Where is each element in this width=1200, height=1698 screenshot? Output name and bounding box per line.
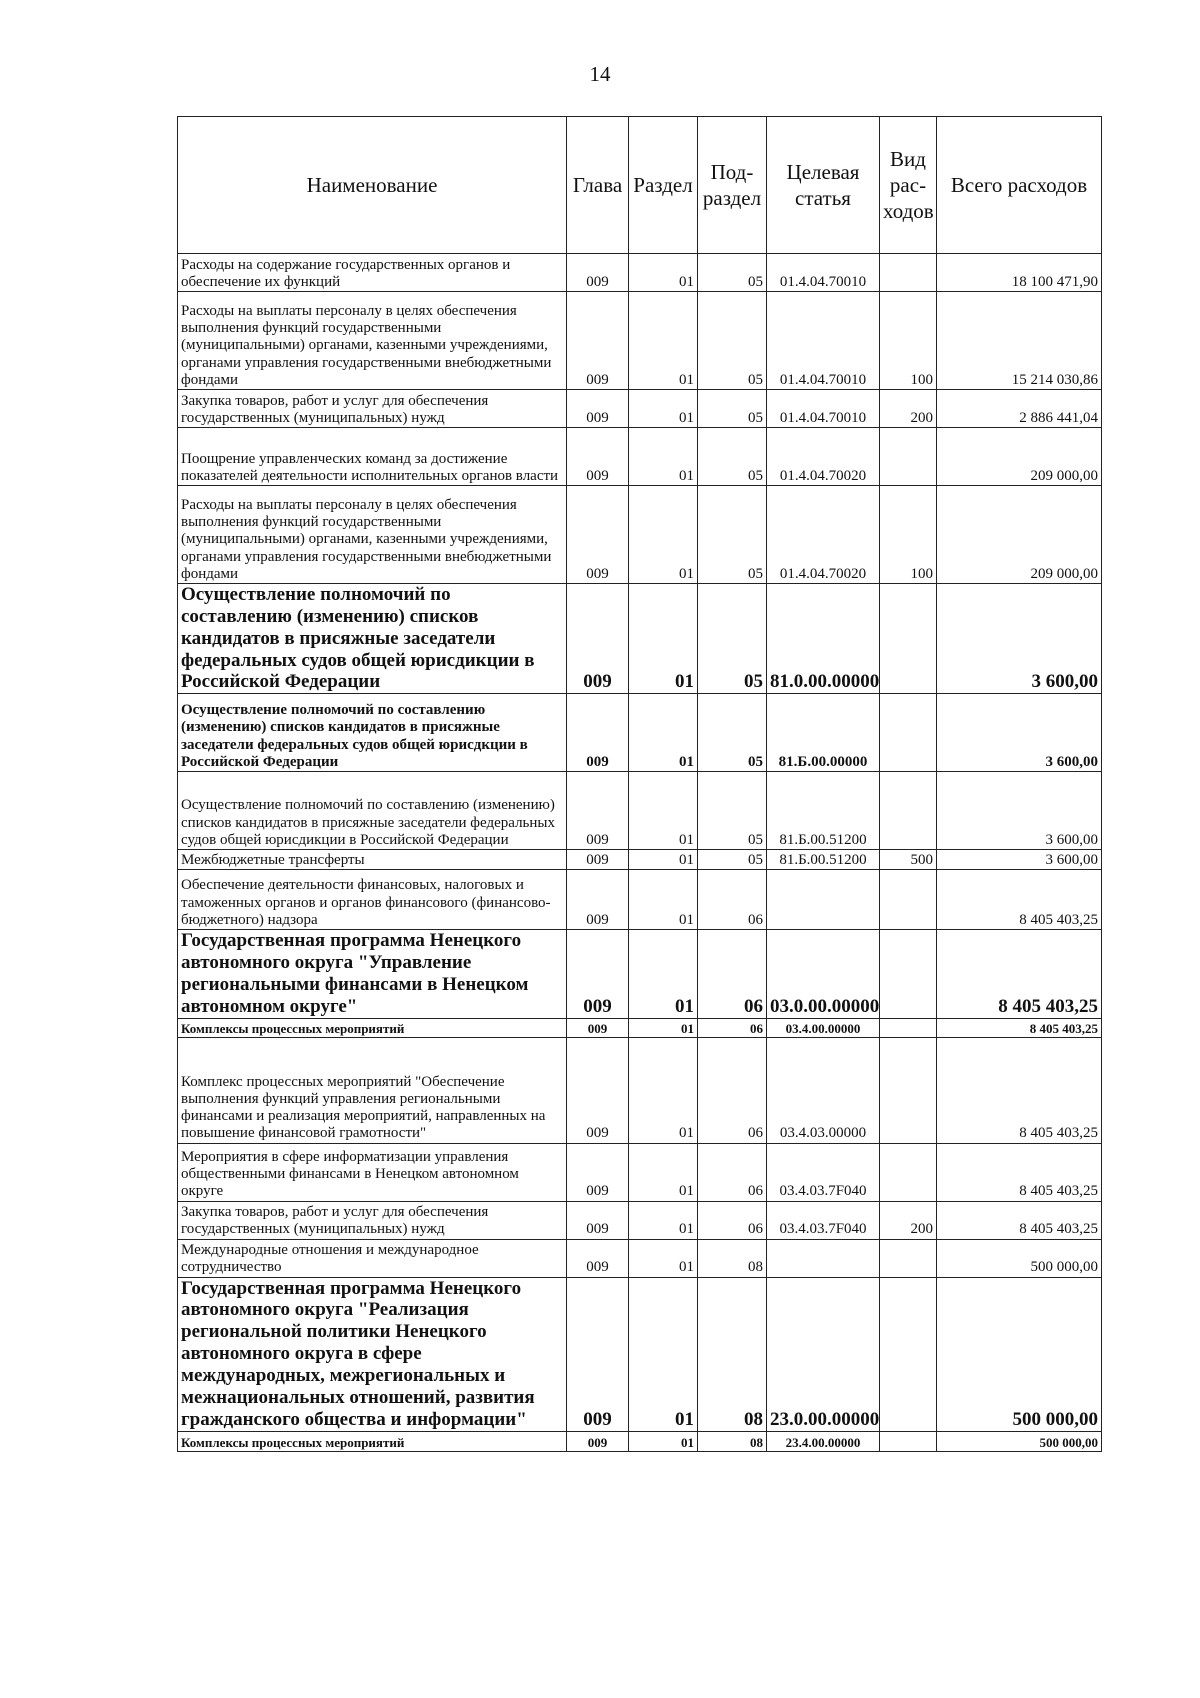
table-row xyxy=(178,930,1102,1018)
row-subsection: 05 xyxy=(698,254,767,292)
row-section: 01 xyxy=(629,254,698,292)
row-type xyxy=(880,1037,937,1143)
row-target: 23.0.00.00000 xyxy=(767,1277,880,1431)
row-type xyxy=(880,1431,937,1451)
row-subsection: 05 xyxy=(698,292,767,390)
row-name: Осуществление полномочий по составлению (изменению) списков кандидатов в присяжные заседатели федеральных судов общей юрисдкции в Российской Федерации xyxy=(178,694,567,772)
row-chapter: 009 xyxy=(567,1239,629,1277)
row-subsection: 05 xyxy=(698,428,767,486)
row-target: 03.0.00.00000 xyxy=(767,930,880,1018)
row-total: 8 405 403,25 xyxy=(937,1201,1102,1239)
table-row xyxy=(178,1143,1102,1201)
row-subsection: 06 xyxy=(698,1018,767,1037)
table-row xyxy=(178,870,1102,930)
row-subsection: 05 xyxy=(698,772,767,850)
row-section: 01 xyxy=(629,1201,698,1239)
row-total: 3 600,00 xyxy=(937,584,1102,694)
row-total: 500 000,00 xyxy=(937,1239,1102,1277)
row-type: 200 xyxy=(880,390,937,428)
row-target: 23.4.00.00000 xyxy=(767,1431,880,1451)
row-type xyxy=(880,930,937,1018)
row-type: 200 xyxy=(880,1201,937,1239)
table-row xyxy=(178,1239,1102,1277)
row-total: 209 000,00 xyxy=(937,428,1102,486)
row-name: Государственная программа Ненецкого автономного округа "Управление региональными финансами в Ненецком автономном округе" xyxy=(178,930,567,1018)
row-total: 8 405 403,25 xyxy=(937,1143,1102,1201)
table-row xyxy=(178,772,1102,850)
row-section: 01 xyxy=(629,1018,698,1037)
row-type xyxy=(880,584,937,694)
row-subsection: 08 xyxy=(698,1239,767,1277)
row-name: Комплексы процессных мероприятий xyxy=(178,1431,567,1451)
row-section: 01 xyxy=(629,584,698,694)
row-subsection: 05 xyxy=(698,390,767,428)
row-target: 01.4.04.70010 xyxy=(767,254,880,292)
row-type xyxy=(880,1143,937,1201)
row-chapter: 009 xyxy=(567,1037,629,1143)
row-chapter: 009 xyxy=(567,1143,629,1201)
row-chapter: 009 xyxy=(567,584,629,694)
row-chapter: 009 xyxy=(567,870,629,930)
table-row xyxy=(178,1431,1102,1451)
row-subsection: 06 xyxy=(698,1201,767,1239)
row-total: 18 100 471,90 xyxy=(937,254,1102,292)
row-total: 3 600,00 xyxy=(937,850,1102,870)
row-total: 8 405 403,25 xyxy=(937,870,1102,930)
row-name: Закупка товаров, работ и услуг для обеспечения государственных (муниципальных) нужд xyxy=(178,1201,567,1239)
header-section: Раздел xyxy=(629,117,698,254)
row-total: 2 886 441,04 xyxy=(937,390,1102,428)
header-row xyxy=(178,117,1102,254)
row-name: Поощрение управленческих команд за достижение показателей деятельности исполнительных органов власти xyxy=(178,428,567,486)
row-type: 500 xyxy=(880,850,937,870)
row-section: 01 xyxy=(629,772,698,850)
budget-table xyxy=(177,116,1102,1452)
row-target: 03.4.00.00000 xyxy=(767,1018,880,1037)
row-name: Осуществление полномочий по составлению (изменению) списков кандидатов в присяжные заседатели федеральных судов общей юрисдикции в Российской Федерации xyxy=(178,584,567,694)
row-name: Обеспечение деятельности финансовых, налоговых и таможенных органов и органов финансового (финансово-бюджетного) надзора xyxy=(178,870,567,930)
header-type: Вид рас- ходов xyxy=(880,117,937,254)
row-name: Государственная программа Ненецкого автономного округа "Реализация региональной политики Ненецкого автономного округа в сфере международных, межрегиональных и межнациональных отношений, развития гражданского общества и информации" xyxy=(178,1277,567,1431)
row-chapter: 009 xyxy=(567,292,629,390)
row-section: 01 xyxy=(629,486,698,584)
row-total: 15 214 030,86 xyxy=(937,292,1102,390)
row-type xyxy=(880,870,937,930)
row-name: Осуществление полномочий по составлению (изменению) списков кандидатов в присяжные заседатели федеральных судов общей юрисдикции в Российской Федерации xyxy=(178,772,567,850)
table-row xyxy=(178,1201,1102,1239)
row-total: 209 000,00 xyxy=(937,486,1102,584)
row-type: 100 xyxy=(880,292,937,390)
row-type xyxy=(880,772,937,850)
row-target: 01.4.04.70020 xyxy=(767,428,880,486)
row-type xyxy=(880,694,937,772)
row-type xyxy=(880,254,937,292)
row-target xyxy=(767,1239,880,1277)
table-row xyxy=(178,390,1102,428)
row-chapter: 009 xyxy=(567,390,629,428)
row-name: Комплексы процессных мероприятий xyxy=(178,1018,567,1037)
row-target: 01.4.04.70010 xyxy=(767,390,880,428)
row-chapter: 009 xyxy=(567,930,629,1018)
table-row xyxy=(178,1018,1102,1037)
row-section: 01 xyxy=(629,428,698,486)
row-subsection: 05 xyxy=(698,850,767,870)
row-section: 01 xyxy=(629,1239,698,1277)
row-type: 100 xyxy=(880,486,937,584)
row-section: 01 xyxy=(629,1277,698,1431)
table-row xyxy=(178,292,1102,390)
header-chapter: Глава xyxy=(567,117,629,254)
row-chapter: 009 xyxy=(567,254,629,292)
row-section: 01 xyxy=(629,870,698,930)
row-total: 8 405 403,25 xyxy=(937,930,1102,1018)
row-section: 01 xyxy=(629,1143,698,1201)
row-section: 01 xyxy=(629,1037,698,1143)
row-subsection: 06 xyxy=(698,930,767,1018)
row-type xyxy=(880,1239,937,1277)
row-target: 81.Б.00.51200 xyxy=(767,772,880,850)
row-target xyxy=(767,870,880,930)
row-section: 01 xyxy=(629,694,698,772)
row-type xyxy=(880,428,937,486)
table-row xyxy=(178,694,1102,772)
table-row xyxy=(178,1277,1102,1431)
row-section: 01 xyxy=(629,1431,698,1451)
table-row xyxy=(178,850,1102,870)
row-target: 03.4.03.7F040 xyxy=(767,1143,880,1201)
row-target: 01.4.04.70020 xyxy=(767,486,880,584)
row-section: 01 xyxy=(629,930,698,1018)
row-chapter: 009 xyxy=(567,1201,629,1239)
row-total: 500 000,00 xyxy=(937,1277,1102,1431)
table-row xyxy=(178,486,1102,584)
row-total: 500 000,00 xyxy=(937,1431,1102,1451)
row-chapter: 009 xyxy=(567,850,629,870)
row-chapter: 009 xyxy=(567,1277,629,1431)
row-name: Межбюджетные трансферты xyxy=(178,850,567,870)
header-subsection: Под- раздел xyxy=(698,117,767,254)
row-name: Комплекс процессных мероприятий "Обеспечение выполнения функций управления региональными финансами и реализация мероприятий, направленных на повышение финансовой грамотности" xyxy=(178,1037,567,1143)
row-total: 8 405 403,25 xyxy=(937,1018,1102,1037)
row-chapter: 009 xyxy=(567,694,629,772)
row-chapter: 009 xyxy=(567,428,629,486)
row-total: 3 600,00 xyxy=(937,694,1102,772)
row-target: 81.Б.00.51200 xyxy=(767,850,880,870)
row-total: 3 600,00 xyxy=(937,772,1102,850)
row-chapter: 009 xyxy=(567,1018,629,1037)
row-subsection: 06 xyxy=(698,1143,767,1201)
row-section: 01 xyxy=(629,390,698,428)
row-type xyxy=(880,1277,937,1431)
row-chapter: 009 xyxy=(567,772,629,850)
table-row xyxy=(178,1037,1102,1143)
row-section: 01 xyxy=(629,850,698,870)
table-row xyxy=(178,584,1102,694)
row-name: Расходы на содержание государственных органов и обеспечение их функций xyxy=(178,254,567,292)
row-subsection: 06 xyxy=(698,1037,767,1143)
row-target: 81.Б.00.00000 xyxy=(767,694,880,772)
row-subsection: 05 xyxy=(698,486,767,584)
row-section: 01 xyxy=(629,292,698,390)
row-subsection: 08 xyxy=(698,1277,767,1431)
row-total: 8 405 403,25 xyxy=(937,1037,1102,1143)
row-subsection: 05 xyxy=(698,584,767,694)
row-type xyxy=(880,1018,937,1037)
row-target: 81.0.00.00000 xyxy=(767,584,880,694)
header-target: Целевая статья xyxy=(767,117,880,254)
row-name: Расходы на выплаты персоналу в целях обеспечения выполнения функций государственными (муниципальными) органами, казенными учреждениями, органами управления государственными внебюджетными фондами xyxy=(178,486,567,584)
row-target: 03.4.03.00000 xyxy=(767,1037,880,1143)
row-name: Закупка товаров, работ и услуг для обеспечения государственных (муниципальных) нужд xyxy=(178,390,567,428)
row-subsection: 05 xyxy=(698,694,767,772)
row-target: 01.4.04.70010 xyxy=(767,292,880,390)
row-name: Международные отношения и международное сотрудничество xyxy=(178,1239,567,1277)
row-name: Мероприятия в сфере информатизации управления общественными финансами в Ненецком автономном округе xyxy=(178,1143,567,1201)
row-subsection: 08 xyxy=(698,1431,767,1451)
table-row xyxy=(178,428,1102,486)
header-name: Наименование xyxy=(178,117,567,254)
table-row xyxy=(178,254,1102,292)
row-name: Расходы на выплаты персоналу в целях обеспечения выполнения функций государственными (муниципальными) органами, казенными учреждениями, органами управления государственными внебюджетными фондами xyxy=(178,292,567,390)
row-subsection: 06 xyxy=(698,870,767,930)
row-chapter: 009 xyxy=(567,1431,629,1451)
header-total: Всего расходов xyxy=(937,117,1102,254)
row-chapter: 009 xyxy=(567,486,629,584)
page-number: 14 xyxy=(589,62,611,86)
row-target: 03.4.03.7F040 xyxy=(767,1201,880,1239)
